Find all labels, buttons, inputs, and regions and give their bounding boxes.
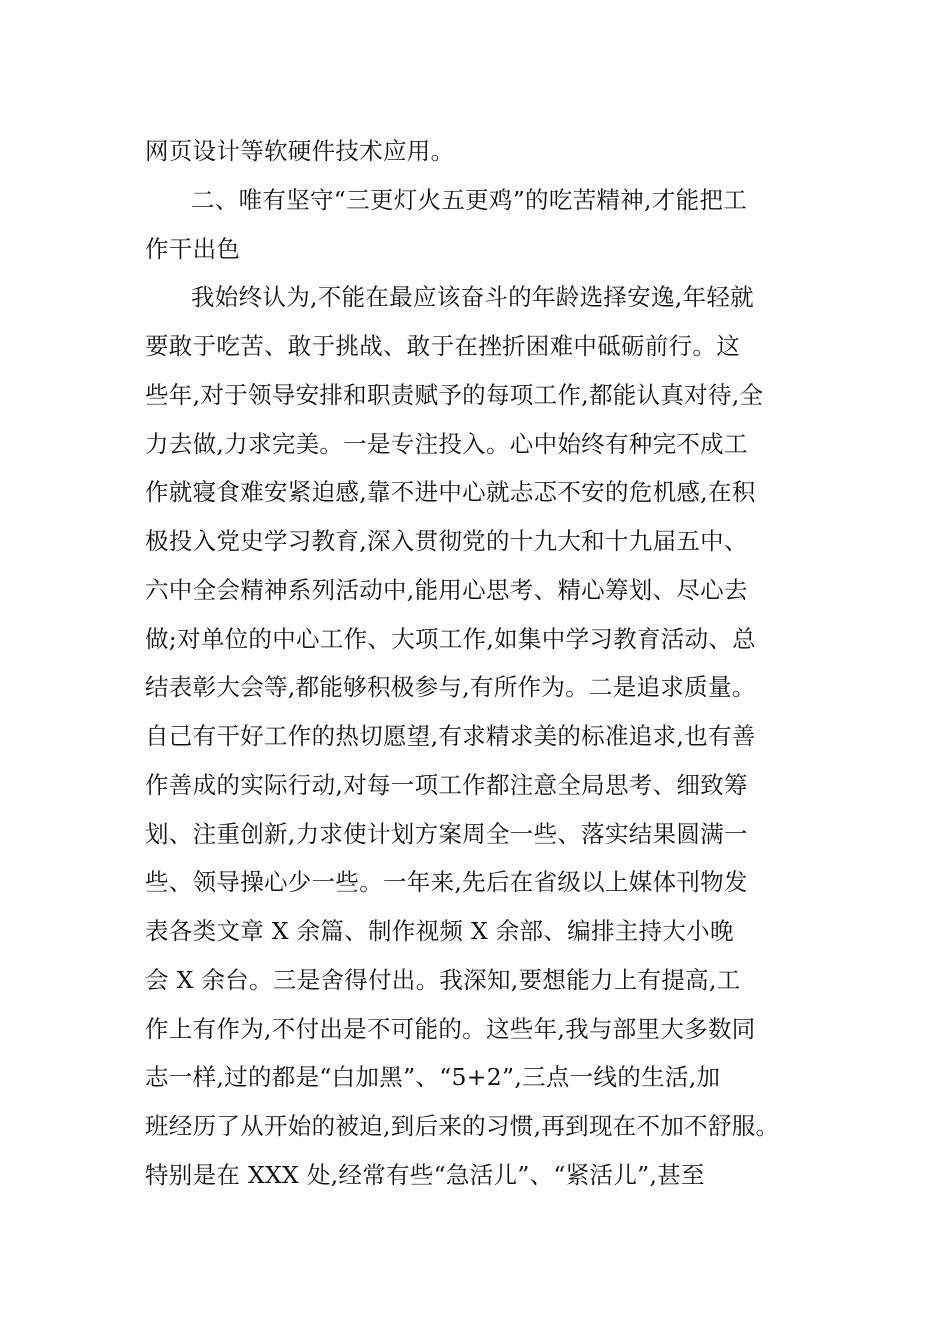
paragraph-start: 我始终认为,不能在最应该奋斗的年龄选择安逸,年轻就 bbox=[191, 283, 754, 312]
document-body bbox=[145, 127, 825, 1200]
text-line: 班经历了从开始的被迫,到后来的习惯,再到现在不加不舒服。 bbox=[145, 1112, 780, 1140]
text-line: 志一样,过的都是“白加黑”、“5+2”,三点一线的生活,加 bbox=[145, 1063, 721, 1092]
text-line: 力去做,力求完美。一是专注投入。心中始终有种完不成工 bbox=[145, 429, 748, 458]
text-line: 特别是在 XXX 处,经常有些“急活儿”、“紧活儿”,甚至 bbox=[145, 1160, 705, 1189]
text-line: 做;对单位的中心工作、大项工作,如集中学习教育活动、总 bbox=[145, 624, 756, 653]
text-line: 要敢于吃苦、敢于挑战、敢于在挫折困难中砥砺前行。这 bbox=[145, 332, 740, 360]
text-line: 会 X 余台。三是舍得付出。我深知,要想能力上有提高,工 bbox=[145, 965, 741, 994]
text-line: 网页设计等软硬件技术应用。 bbox=[145, 137, 455, 165]
text-line: 自己有干好工作的热切愿望,有求精求美的标准追求,也有善 bbox=[145, 722, 756, 750]
text-line: 表各类文章 X 余篇、制作视频 X 余部、编排主持大小晚 bbox=[145, 917, 734, 945]
section-heading-continued: 作干出色 bbox=[145, 234, 241, 263]
section-heading: 二、唯有坚守“三更灯火五更鸡”的吃苦精神,才能把工 bbox=[191, 185, 747, 214]
text-line: 划、注重创新,力求使计划方案周全一些、落实结果圆满一 bbox=[145, 819, 748, 848]
text-line: 六中全会精神系列活动中,能用心思考、精心筹划、尽心去 bbox=[145, 575, 748, 604]
text-line: 结表彰大会等,都能够积极参与,有所作为。二是追求质量。 bbox=[145, 673, 756, 702]
text-line: 些、领导操心少一些。一年来,先后在省级以上媒体刊物发 bbox=[145, 868, 748, 897]
text-line: 作上有作为,不付出是不可能的。这些年,我与部里大多数同 bbox=[145, 1014, 756, 1043]
text-line: 极投入党史学习教育,深入贯彻党的十九大和十九届五中、 bbox=[145, 527, 748, 555]
text-line: 些年,对于领导安排和职责赋予的每项工作,都能认真对待,全 bbox=[145, 380, 764, 409]
text-line: 作就寝食难安紧迫感,靠不进中心就忐忑不安的危机感,在积 bbox=[145, 478, 756, 507]
text-line: 作善成的实际行动,对每一项工作都注意全局思考、细致筹 bbox=[145, 770, 748, 799]
